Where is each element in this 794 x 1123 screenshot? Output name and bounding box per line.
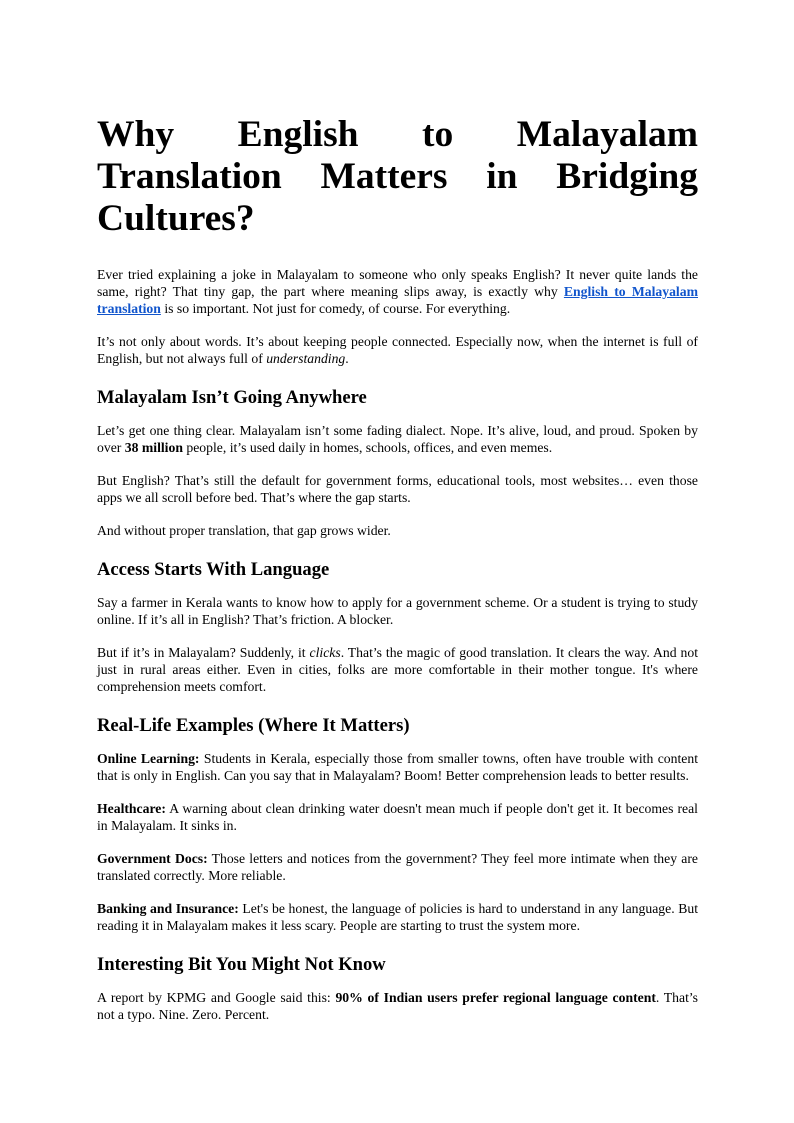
intro-p2-text-before: It’s not only about words. It’s about keeping people connected. Especially now, when the internet is full of English, but not always full of xyxy=(97,334,698,366)
section2-p2-emphasis: clicks xyxy=(309,645,341,660)
section1-p1-text-after: people, it’s used daily in homes, schools, offices, and even memes. xyxy=(182,440,553,455)
intro-paragraph-2 xyxy=(97,333,698,367)
intro-p2-text-after: . xyxy=(345,351,349,366)
section1-p1-text-before: Let’s get one thing clear. Malayalam isn’t some fading dialect. Nope. It’s alive, loud, and proud. Spoken by over xyxy=(97,423,698,455)
section1-paragraph-2: But English? That’s still the default for government forms, educational tools, most websites… even those apps we all scroll before bed. That’s where the gap starts. xyxy=(97,473,698,505)
example-text: A warning about clean drinking water doesn't mean much if people don't get it. It becomes real in Malayalam. It sinks in. xyxy=(97,801,698,833)
example-item xyxy=(97,850,698,884)
intro-p1-text-before: Ever tried explaining a joke in Malayalam to someone who only speaks English? It never quite lands the same, right? That tiny gap, the part where meaning slips away, is exactly why xyxy=(97,267,698,299)
example-text: Let's be honest, the language of policies is hard to understand in any language. But reading it in Malayalam makes it less scary. People are starting to trust the system more. xyxy=(97,901,698,933)
section1-paragraph-1 xyxy=(97,422,698,456)
section4-p1-text-after: . That’s not a typo. Nine. Zero. Percent. xyxy=(97,990,699,1022)
section2-paragraph-1: Say a farmer in Kerala wants to know how to apply for a government scheme. Or a student is trying to study online. If it’s all in English? That’s friction. A blocker. xyxy=(97,595,698,627)
section4-p1-text-before: A report by KPMG and Google said this: xyxy=(97,990,336,1005)
intro-paragraph-1 xyxy=(97,266,698,317)
example-item xyxy=(97,800,698,834)
example-label: Banking and Insurance: xyxy=(97,901,239,916)
example-label: Government Docs: xyxy=(97,851,208,866)
section1-paragraph-3: And without proper translation, that gap grows wider. xyxy=(97,523,391,538)
example-item xyxy=(97,900,698,934)
intro-p1-text-after: is so important. Not just for comedy, of course. For everything. xyxy=(160,301,511,316)
document-page xyxy=(97,114,698,1039)
example-text: Students in Kerala, especially those from smaller towns, often have trouble with content that is only in English. Can you say that in Malayalam? Boom! Better comprehension leads to better results. xyxy=(97,751,698,783)
intro-p2-emphasis: understanding xyxy=(266,351,346,366)
section-heading-interesting-bit: Interesting Bit You Might Not Know xyxy=(97,954,386,975)
page-title: Why English to Malayalam Translation Matters in Bridging Cultures? xyxy=(97,114,698,239)
section2-p2-text-before: But if it’s in Malayalam? Suddenly, it xyxy=(97,645,310,660)
section1-p1-bold: 38 million xyxy=(124,440,183,455)
section-heading-malayalam-isnt-going-anywhere: Malayalam Isn’t Going Anywhere xyxy=(97,387,367,408)
section4-paragraph-1 xyxy=(97,989,698,1023)
section-heading-access-starts-with-language: Access Starts With Language xyxy=(97,559,330,580)
section4-p1-bold: 90% of Indian users prefer regional language content xyxy=(335,990,656,1005)
section2-p2-text-after: . That’s the magic of good translation. It clears the way. And not just in rural areas either. Even in cities, folks are more comfortable in their mother tongue. It's where comprehension meets comfort. xyxy=(97,645,698,694)
section-heading-real-life-examples: Real-Life Examples (Where It Matters) xyxy=(97,715,410,736)
english-to-malayalam-translation-link[interactable]: English to Malayalam translation xyxy=(97,284,698,316)
example-text: Those letters and notices from the government? They feel more intimate when they are translated correctly. More reliable. xyxy=(97,851,698,883)
section2-paragraph-2 xyxy=(97,644,698,695)
example-label: Online Learning: xyxy=(97,751,200,766)
example-label: Healthcare: xyxy=(97,801,166,816)
example-item xyxy=(97,750,698,784)
